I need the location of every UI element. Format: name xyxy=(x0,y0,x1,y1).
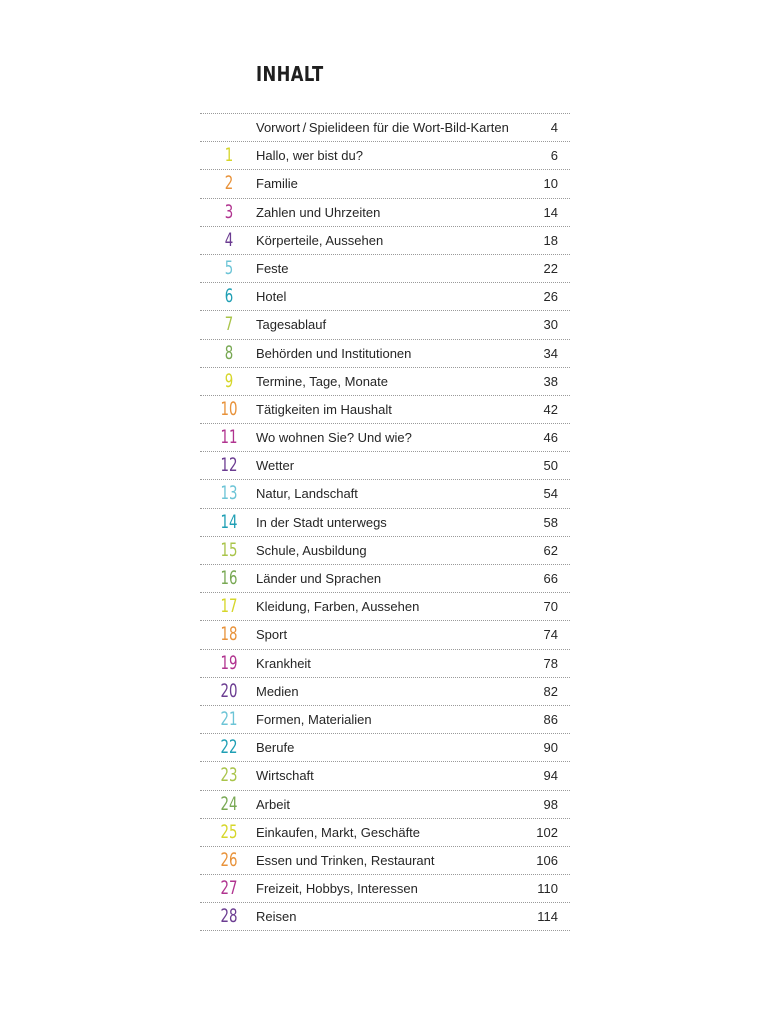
chapter-number: 6 xyxy=(224,285,234,308)
chapter-title: Krankheit xyxy=(256,655,311,671)
page-number: 38 xyxy=(543,373,558,389)
chapter-title: Reisen xyxy=(256,909,297,925)
chapter-title: Länder und Sprachen xyxy=(256,571,382,586)
page-number: 98 xyxy=(543,796,558,812)
toc-entry[interactable] xyxy=(200,819,570,847)
chapter-number: 21 xyxy=(220,707,238,730)
chapter-title: Zahlen und Uhrzeiten xyxy=(256,204,381,220)
page-number: 70 xyxy=(543,599,558,615)
page-number: 18 xyxy=(543,232,558,248)
page-number: 66 xyxy=(543,571,558,586)
toc-entry[interactable] xyxy=(200,283,570,311)
toc-entry[interactable] xyxy=(200,424,570,452)
chapter-title: Vorwort / Spielideen für die Wort-Bild-Karten xyxy=(256,120,509,135)
chapter-number: 18 xyxy=(220,623,238,646)
chapter-number: 3 xyxy=(224,200,234,223)
toc-entry[interactable] xyxy=(200,650,570,678)
chapter-title: Schule, Ausbildung xyxy=(256,542,367,558)
chapter-number: 23 xyxy=(220,764,238,787)
chapter-title: Natur, Landschaft xyxy=(256,486,358,502)
table-of-contents xyxy=(200,113,570,931)
toc-entry[interactable] xyxy=(200,340,570,368)
chapter-number: 25 xyxy=(220,820,238,843)
chapter-number: 14 xyxy=(220,510,238,533)
page-number: 10 xyxy=(543,176,558,192)
page-number: 54 xyxy=(543,486,558,502)
chapter-number: 7 xyxy=(224,313,234,336)
page-number: 114 xyxy=(537,909,558,925)
chapter-title: Essen und Trinken, Restaurant xyxy=(256,852,435,868)
chapter-number: 4 xyxy=(224,228,234,251)
chapter-number: 9 xyxy=(224,369,234,392)
toc-entry[interactable] xyxy=(200,593,570,621)
toc-entry[interactable] xyxy=(200,509,570,537)
page-number: 86 xyxy=(543,711,558,727)
page-number: 4 xyxy=(550,120,558,135)
toc-entry[interactable] xyxy=(200,734,570,762)
page-number: 22 xyxy=(543,260,558,276)
chapter-number: 20 xyxy=(220,679,238,702)
chapter-title: Wo wohnen Sie? Und wie? xyxy=(256,430,412,446)
page-number: 14 xyxy=(543,204,558,220)
toc-entry[interactable] xyxy=(200,537,570,565)
chapter-title: In der Stadt unterwegs xyxy=(256,514,387,530)
toc-entry[interactable] xyxy=(200,227,570,255)
page-number: 74 xyxy=(543,627,558,643)
page-number: 110 xyxy=(537,881,558,897)
chapter-number: 28 xyxy=(220,905,238,928)
chapter-title: Behörden und Institutionen xyxy=(256,345,412,361)
page-number: 62 xyxy=(543,542,558,558)
toc-entry[interactable] xyxy=(200,791,570,819)
chapter-number: 10 xyxy=(220,397,238,420)
chapter-number: 26 xyxy=(220,848,238,871)
page-number: 6 xyxy=(550,148,558,164)
toc-entry[interactable] xyxy=(200,847,570,875)
page-number: 90 xyxy=(543,740,558,756)
chapter-title: Medien xyxy=(256,683,299,699)
page-number: 94 xyxy=(543,768,558,784)
toc-entry[interactable] xyxy=(200,706,570,734)
toc-entry[interactable] xyxy=(200,311,570,339)
page-number: 106 xyxy=(536,852,558,868)
chapter-title: Berufe xyxy=(256,740,295,756)
chapter-title: Einkaufen, Markt, Geschäfte xyxy=(256,824,421,840)
toc-entry[interactable] xyxy=(200,480,570,508)
chapter-number: 19 xyxy=(220,651,238,674)
chapter-title: Termine, Tage, Monate xyxy=(256,373,388,389)
chapter-number: 16 xyxy=(220,567,238,589)
page-number: 82 xyxy=(543,683,558,699)
toc-entry[interactable] xyxy=(200,762,570,790)
toc-entry[interactable] xyxy=(200,396,570,424)
page-number: 102 xyxy=(536,824,558,840)
chapter-title: Hotel xyxy=(256,289,287,305)
chapter-title: Tagesablauf xyxy=(256,317,327,333)
chapter-title: Körperteile, Aussehen xyxy=(256,232,384,248)
page-number: 78 xyxy=(543,655,558,671)
page-number: 34 xyxy=(543,345,558,361)
chapter-number: 1 xyxy=(224,144,234,167)
chapter-title: Wirtschaft xyxy=(256,768,314,784)
toc-entry[interactable] xyxy=(200,199,570,227)
page-number: 46 xyxy=(543,430,558,446)
page-number: 30 xyxy=(543,317,558,333)
chapter-number: 17 xyxy=(220,595,238,618)
page-number: 58 xyxy=(543,514,558,530)
page-number: 26 xyxy=(543,289,558,305)
page-number: 50 xyxy=(543,458,558,474)
toc-entry[interactable] xyxy=(200,875,570,903)
chapter-number: 13 xyxy=(220,482,238,505)
toc-entry[interactable] xyxy=(200,255,570,283)
chapter-number: 22 xyxy=(220,736,238,759)
chapter-title: Sport xyxy=(256,627,288,643)
chapter-number xyxy=(206,114,251,141)
chapter-title: Arbeit xyxy=(256,796,290,812)
chapter-number: 27 xyxy=(220,877,238,900)
chapter-title: Tätigkeiten im Haushalt xyxy=(256,401,392,417)
toc-entry[interactable] xyxy=(200,142,570,170)
chapter-number: 24 xyxy=(220,792,238,815)
chapter-title: Formen, Materialien xyxy=(256,711,372,727)
page-title: INHALT xyxy=(256,62,324,86)
toc-entry[interactable] xyxy=(200,565,570,593)
toc-entry[interactable] xyxy=(200,621,570,649)
chapter-number: 8 xyxy=(224,341,234,364)
chapter-number: 12 xyxy=(220,454,238,477)
chapter-title: Familie xyxy=(256,176,298,192)
chapter-title: Hallo, wer bist du? xyxy=(256,148,363,164)
chapter-title: Freizeit, Hobbys, Interessen xyxy=(256,881,418,897)
toc-entry[interactable] xyxy=(200,368,570,396)
chapter-title: Wetter xyxy=(256,458,295,474)
chapter-number: 15 xyxy=(220,538,238,561)
chapter-title: Kleidung, Farben, Aussehen xyxy=(256,599,420,615)
toc-entry[interactable] xyxy=(200,678,570,706)
toc-entry[interactable] xyxy=(200,903,570,931)
chapter-number: 5 xyxy=(224,256,234,279)
toc-entry[interactable] xyxy=(200,170,570,198)
chapter-number: 11 xyxy=(220,426,238,449)
page-number: 42 xyxy=(543,401,558,417)
chapter-number: 2 xyxy=(224,172,234,195)
toc-entry[interactable] xyxy=(200,114,570,142)
chapter-title: Feste xyxy=(256,260,289,276)
toc-entry[interactable] xyxy=(200,452,570,480)
